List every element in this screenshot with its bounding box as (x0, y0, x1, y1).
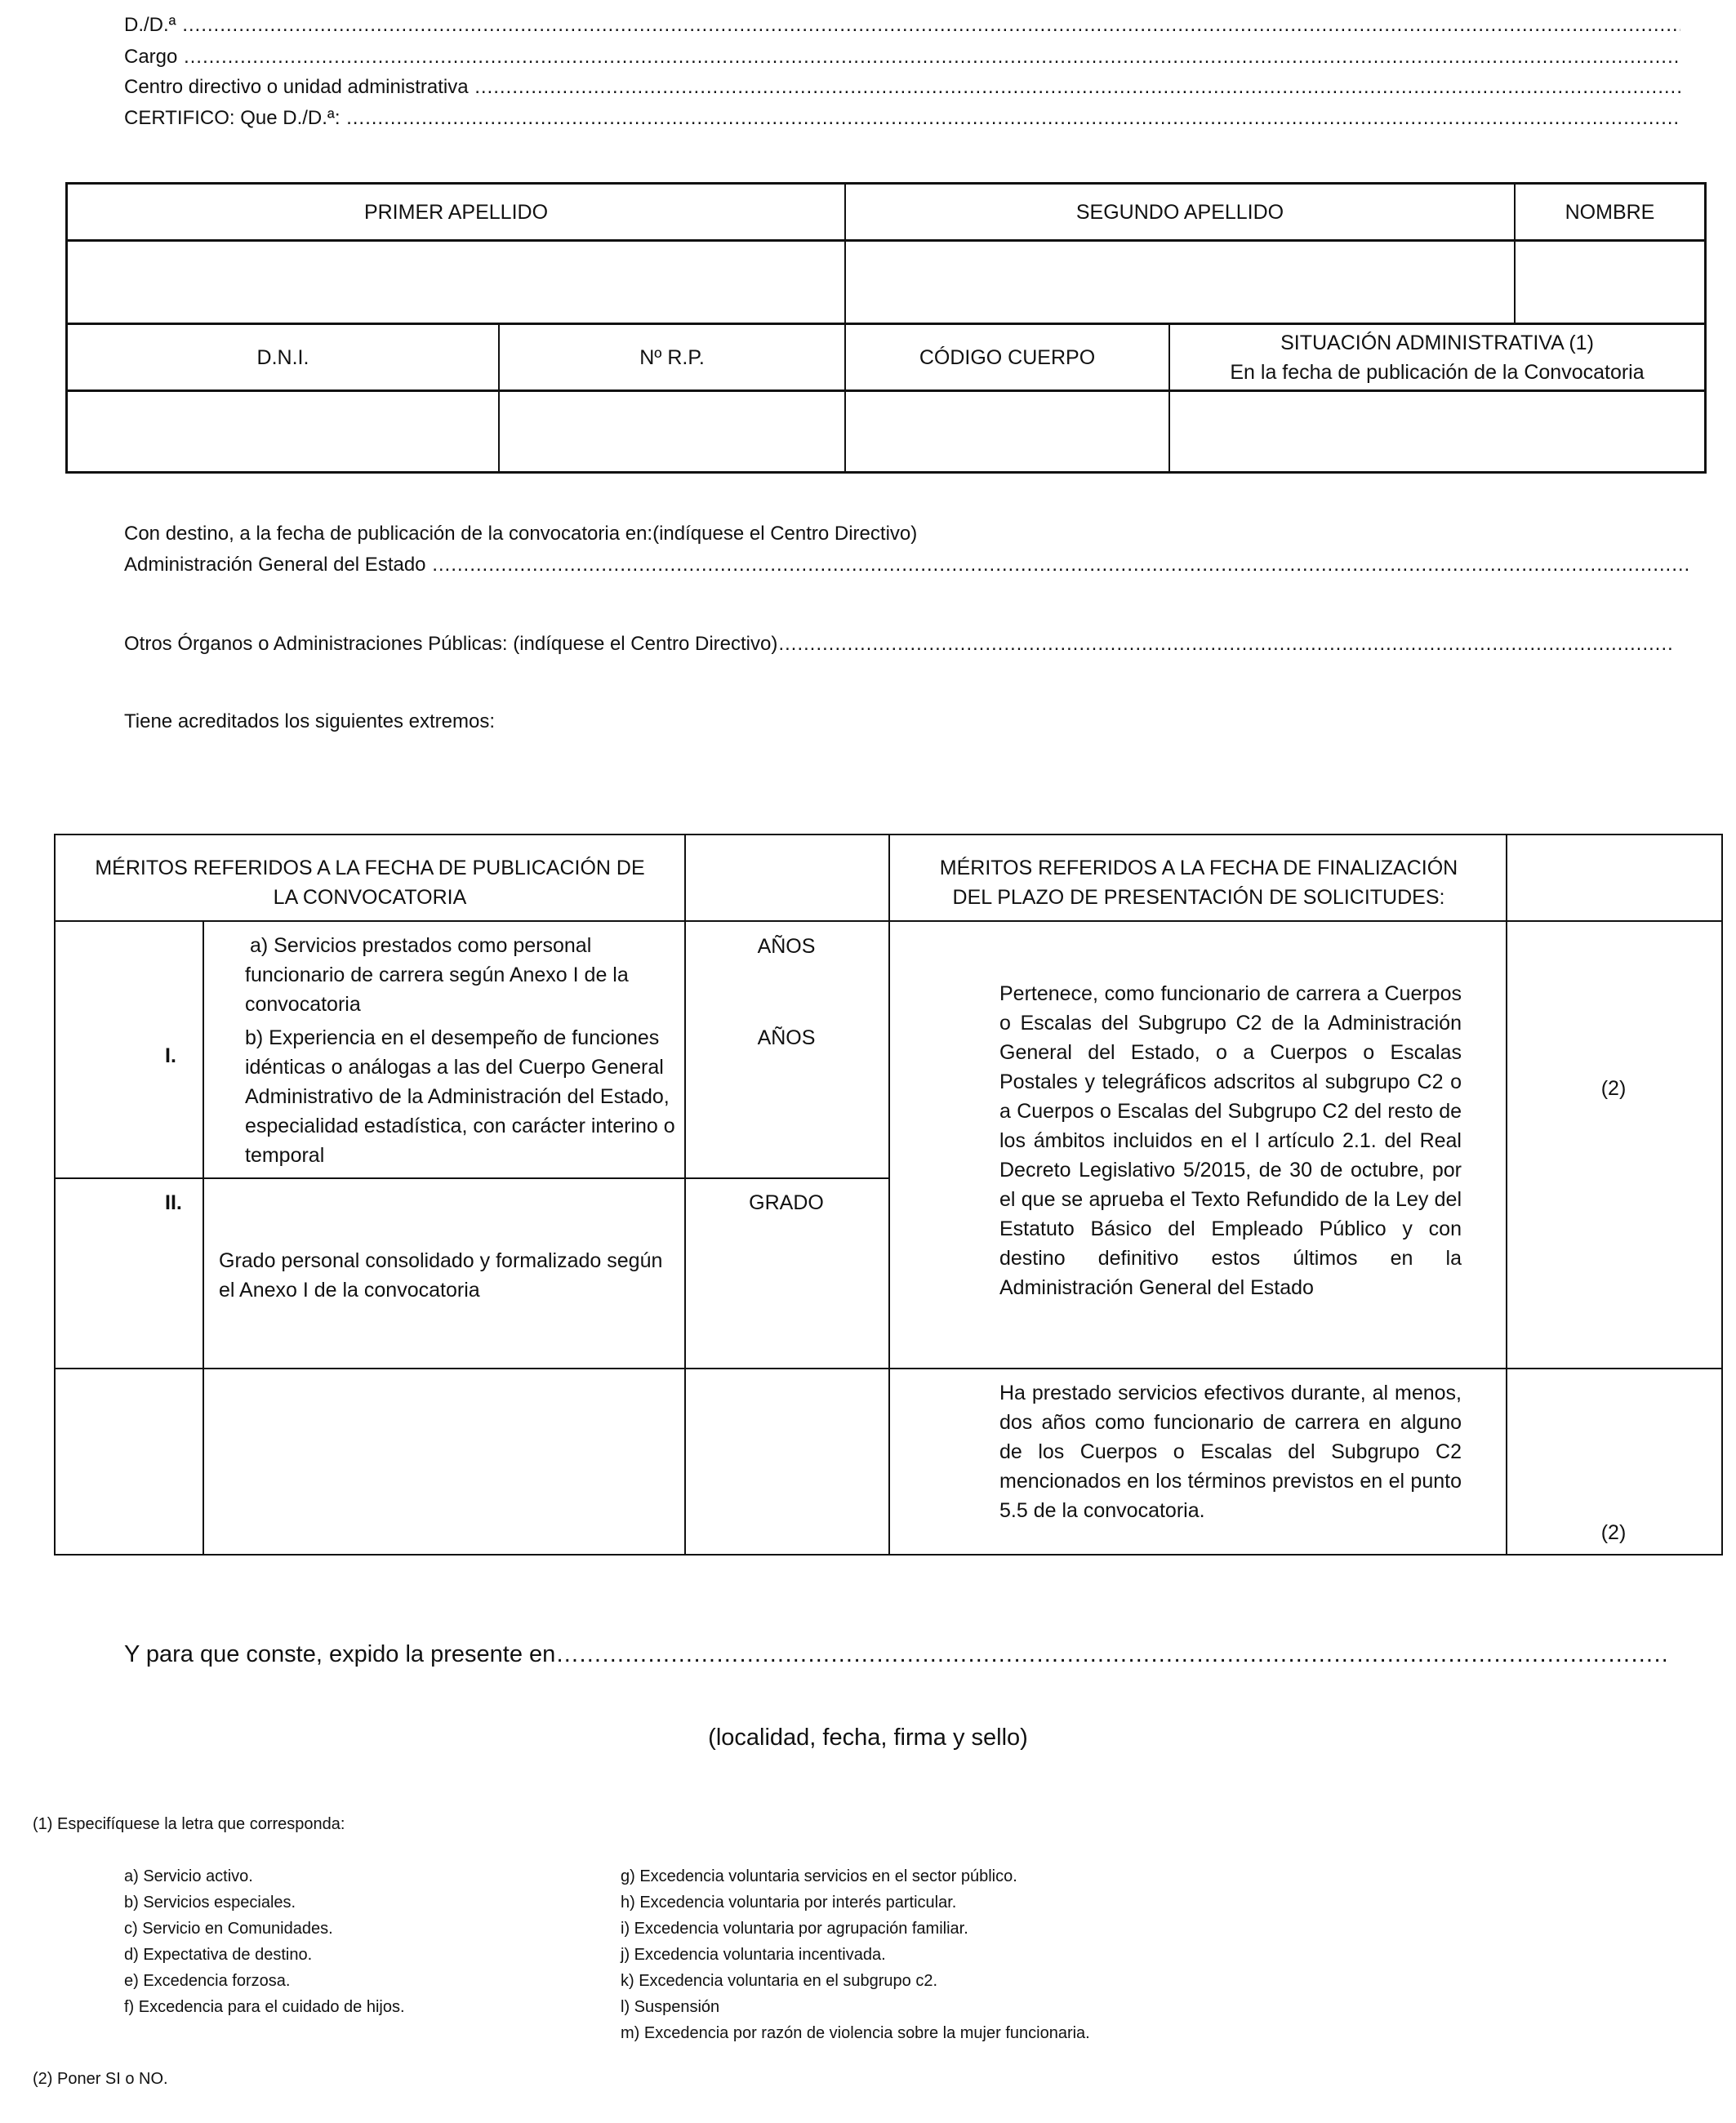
primer-apellido-header: PRIMER APELLIDO (68, 185, 846, 242)
fill-dots (474, 76, 1680, 99)
note-item: j) Excedencia voluntaria incentivada. (621, 1946, 886, 1964)
note-item: m) Excedencia por razón de violencia sobre la mujer funcionaria. (621, 2024, 1090, 2042)
note-item: f) Excedencia para el cuidado de hijos. (124, 1998, 405, 2016)
pertenece-mark: (2) (1600, 1077, 1627, 1100)
row-ii-text: Grado personal consolidado y formalizado según el Anexo I de la convocatoria (219, 1249, 663, 1302)
fill-dots (345, 107, 1680, 130)
pertenece-text: Pertenece, como funcionario de carrera a Cuerpos o Escalas del Subgrupo C2 de la Administración General del Estado, o a Cuerpos o Escalas Postales y telegráficos adscritos al subgrupo C2 o a Cuerpos o Escalas del Subgrupo C2 del resto de los ámbitos incluidos en el l artículo 2.1. del Real Decreto Legislativo 5/2015, de 30 de octubre, por el que se aprueba el Texto Refundido de la Ley del Estatuto Básico del Empleado Público y con destino definitivo estos últimos en la Administración General del Estado (999, 982, 1462, 1299)
meritos-header-right: MÉRITOS REFERIDOS A LA FECHA DE FINALIZACIÓN DEL PLAZO DE PRESENTACIÓN DE SOLICITUDES: (939, 857, 1458, 909)
note-item: b) Servicios especiales. (124, 1894, 296, 1912)
codigo-cuerpo-field[interactable] (846, 392, 1170, 471)
note-item: i) Excedencia voluntaria por agrupación familiar. (621, 1920, 968, 1938)
header-dd-label: D./D.ª (124, 14, 176, 36)
fill-dots (181, 14, 1680, 37)
note-item: a) Servicio activo. (124, 1867, 253, 1885)
otros-line (124, 633, 1671, 656)
row-label-ii: II. (165, 1191, 182, 1214)
grid-line (1506, 835, 1507, 1554)
situacion-header-line1: SITUACIÓN ADMINISTRATIVA (1) (1280, 331, 1594, 354)
fill-dots (777, 633, 1671, 656)
note-item: k) Excedencia voluntaria en el subgrupo c2. (621, 1972, 938, 1990)
meritos-table (54, 834, 1723, 1556)
grid-line (203, 920, 204, 1554)
codigo-cuerpo-header: CÓDIGO CUERPO (846, 325, 1170, 392)
note-1-left-list (124, 1863, 405, 2020)
grid-line (56, 1368, 1721, 1369)
servicios-mark: (2) (1600, 1521, 1627, 1544)
note-1-right-list (621, 1863, 1090, 2046)
localidad-caption: (localidad, fecha, firma y sello) (708, 1725, 1028, 1751)
primer-apellido-field[interactable] (68, 242, 846, 325)
header-line-dd (124, 14, 1680, 37)
meritos-header-left: MÉRITOS REFERIDOS A LA FECHA DE PUBLICACIÓN DE LA CONVOCATORIA (95, 857, 645, 909)
age-line (124, 554, 1692, 576)
note-item: c) Servicio en Comunidades. (124, 1920, 333, 1938)
grid-line (56, 920, 1721, 922)
personal-data-table (65, 182, 1707, 474)
fill-dots (555, 1641, 1666, 1668)
nrp-field[interactable] (500, 392, 846, 471)
row-i-item-b: b) Experiencia en el desempeño de funciones idénticas o análogas a las del Cuerpo General Administrativo de la Administración del Estado, especialidad estadística, con carácter interino o temporal (245, 1026, 675, 1167)
grid-line (888, 835, 890, 1554)
grado-label: GRADO (749, 1191, 824, 1214)
header-certifico-label: CERTIFICO: Que D./D.ª: (124, 107, 341, 129)
note-item: g) Excedencia voluntaria servicios en el sector público. (621, 1867, 1017, 1885)
grid-line (56, 1177, 888, 1179)
fill-dots (431, 554, 1692, 576)
note-2: (2) Poner SI o NO. (33, 2070, 168, 2088)
note-item: h) Excedencia voluntaria por interés particular. (621, 1894, 957, 1912)
otros-label: Otros Órganos o Administraciones Públicas: (indíquese el Centro Directivo) (124, 633, 778, 655)
situacion-field[interactable] (1170, 392, 1704, 471)
row-i-item-a: a) Servicios prestados como personal funcionario de carrera según Anexo I de la convocatoria (245, 934, 629, 1016)
segundo-apellido-field[interactable] (846, 242, 1516, 325)
nombre-field[interactable] (1516, 242, 1704, 325)
header-line-cargo (124, 46, 1680, 69)
age-label: Administración General del Estado (124, 554, 426, 576)
note-item: l) Suspensión (621, 1998, 720, 2016)
dni-field[interactable] (68, 392, 500, 471)
anos-label-b: AÑOS (757, 1026, 816, 1049)
segundo-apellido-header: SEGUNDO APELLIDO (846, 185, 1516, 242)
header-line-certifico (124, 107, 1680, 130)
note-item: d) Expectativa de destino. (124, 1946, 313, 1964)
destino-line: Con destino, a la fecha de publicación de la convocatoria en:(indíquese el Centro Directivo) (124, 523, 918, 545)
servicios-text: Ha prestado servicios efectivos durante, al menos, dos años como funcionario de carrera en alguno de los Cuerpos o Escalas del Subgrupo C2 mencionados en los términos previstos en el punto 5.5 de la convocatoria. (999, 1382, 1462, 1522)
situacion-header-line2: En la fecha de publicación de la Convocatoria (1230, 360, 1645, 384)
tiene-line: Tiene acreditados los siguientes extremos: (124, 710, 496, 732)
fill-dots (183, 46, 1680, 69)
situacion-header (1170, 325, 1704, 392)
note-1-title: (1) Especifíquese la letra que corresponda: (33, 1815, 345, 1833)
header-line-centro (124, 76, 1680, 99)
anos-label-a: AÑOS (757, 935, 816, 958)
expido-line (124, 1641, 1666, 1668)
note-item: e) Excedencia forzosa. (124, 1972, 291, 1990)
row-label-i: I. (165, 1044, 176, 1067)
header-cargo-label: Cargo (124, 46, 178, 68)
expido-label: Y para que conste, expido la presente en (124, 1641, 556, 1667)
nombre-header: NOMBRE (1516, 185, 1704, 242)
header-centro-label: Centro directivo o unidad administrativa (124, 76, 469, 98)
dni-header: D.N.I. (68, 325, 500, 392)
nrp-header: Nº R.P. (500, 325, 846, 392)
